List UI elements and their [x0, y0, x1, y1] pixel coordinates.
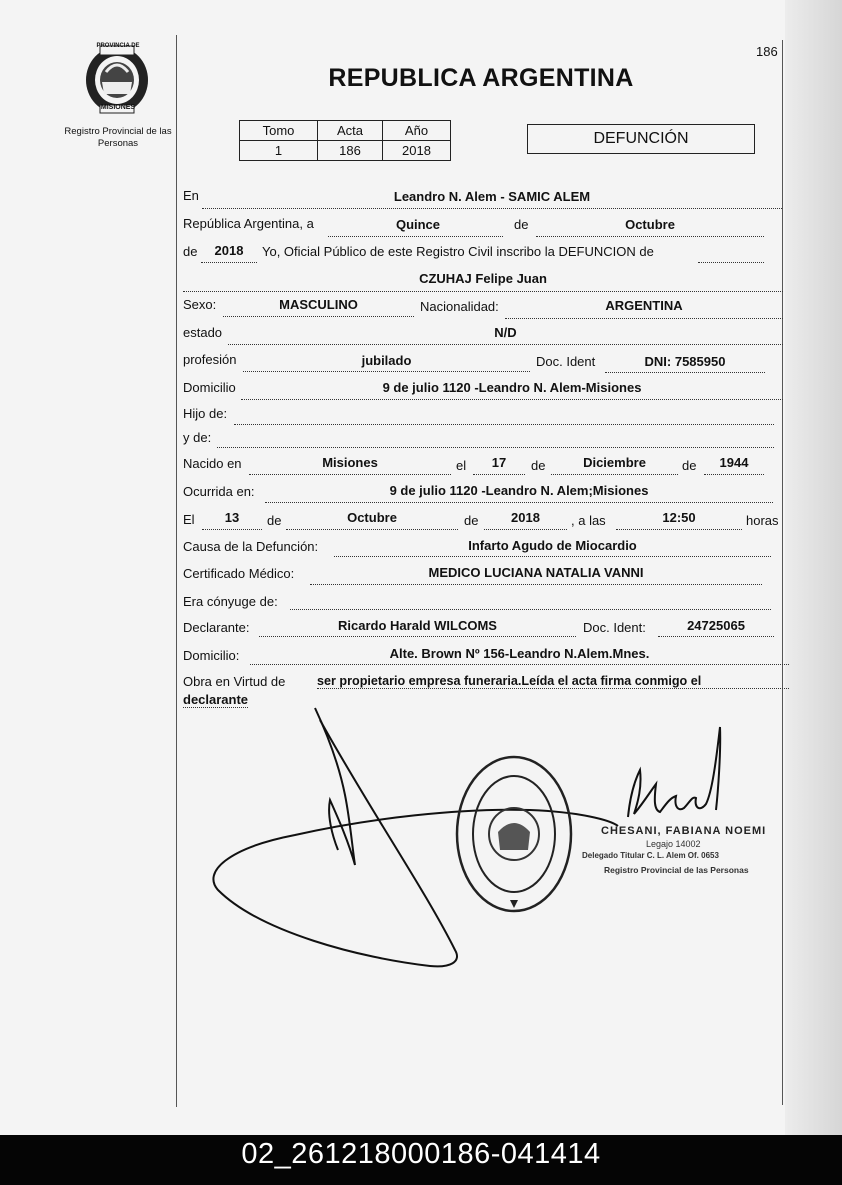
- field-nacido-en: Misiones: [322, 455, 378, 470]
- table-header-acta: Acta: [318, 121, 383, 141]
- registry-label: Registro Provincial de las Personas: [64, 126, 172, 149]
- dotted-line: [551, 474, 678, 475]
- dotted-line: [310, 584, 762, 585]
- dotted-line: [616, 529, 742, 530]
- label-oficial: Yo, Oficial Público de este Registro Civil inscribo la DEFUNCION de: [262, 244, 654, 259]
- field-doc-ident: DNI: 7585950: [644, 354, 726, 369]
- field-estado: N/D: [494, 325, 517, 340]
- page-edge-shadow: [785, 0, 842, 1135]
- label-horas: horas: [746, 513, 779, 528]
- label-y-de: y de:: [183, 430, 212, 445]
- dotted-line: [698, 262, 764, 263]
- dotted-line: [536, 236, 764, 237]
- table-value-anio: 2018: [383, 141, 451, 161]
- left-margin-rule: [176, 35, 177, 1107]
- page-number: 186: [756, 44, 778, 59]
- dotted-line: [223, 316, 414, 317]
- dotted-line: [217, 447, 774, 448]
- label-el: el: [456, 458, 467, 473]
- label-el2: El: [183, 512, 195, 527]
- dotted-line: [505, 318, 783, 319]
- dotted-line: [286, 529, 458, 530]
- field-causa: Infarto Agudo de Miocardio: [468, 538, 637, 553]
- label-nacionalidad: Nacionalidad:: [420, 299, 499, 314]
- label-hijo-de: Hijo de:: [183, 406, 228, 421]
- dotted-line: [334, 556, 771, 557]
- dotted-line: [259, 636, 576, 637]
- dotted-line: [473, 474, 525, 475]
- label-de-b1: de: [531, 458, 546, 473]
- official-legajo: Legajo 14002: [646, 839, 701, 849]
- field-anio: 2018: [214, 243, 244, 258]
- field-def-dia: 13: [224, 510, 240, 525]
- dotted-line: [202, 529, 262, 530]
- field-hora: 12:50: [662, 510, 696, 525]
- record-table: [239, 120, 451, 161]
- right-margin-rule: [782, 40, 783, 1105]
- dotted-line: [484, 529, 567, 530]
- dotted-line: [605, 372, 765, 373]
- label-ocurrida-en: Ocurrida en:: [183, 484, 255, 499]
- dotted-line: [183, 291, 783, 292]
- label-doc-ident: Doc. Ident: [536, 354, 596, 369]
- field-nacionalidad: ARGENTINA: [605, 298, 683, 313]
- official-registro: Registro Provincial de las Personas: [604, 865, 749, 875]
- dotted-line: [234, 424, 774, 425]
- field-sexo: MASCULINO: [279, 297, 358, 312]
- dotted-line: [328, 236, 503, 237]
- label-declarante: Declarante:: [183, 620, 250, 635]
- label-nacido-en: Nacido en: [183, 456, 242, 471]
- label-conyuge: Era cónyuge de:: [183, 594, 278, 609]
- dotted-line: [265, 502, 773, 503]
- field-ocurrida-en: 9 de julio 1120 -Leandro N. Alem;Misiones: [389, 483, 649, 498]
- field-obra-line2: declarante: [183, 692, 249, 707]
- field-declarante-domicilio: Alte. Brown Nº 156-Leandro N.Alem.Mnes.: [389, 646, 650, 661]
- field-nac-dia: 17: [491, 455, 507, 470]
- official-name: CHESANI, FABIANA NOEMI: [601, 825, 767, 837]
- dotted-line: [249, 474, 451, 475]
- table-header-anio: Año: [383, 121, 451, 141]
- label-causa: Causa de la Defunción:: [183, 539, 319, 554]
- field-obra-line1: ser propietario empresa funeraria.Leída el acta firma conmigo el: [317, 674, 789, 689]
- label-obra: Obra en Virtud de: [183, 674, 286, 689]
- field-def-anio: 2018: [511, 510, 540, 525]
- dotted-line: [243, 371, 530, 372]
- field-fallecido: CZUHAJ Felipe Juan: [419, 271, 547, 286]
- official-delegado: Delegado Titular C. L. Alem Of. 0653: [582, 851, 719, 860]
- seal-text-bottom: MISIONES: [100, 104, 136, 111]
- footer-code: 02_261218000186-041414: [241, 1138, 601, 1170]
- field-nac-mes: Diciembre: [583, 455, 646, 470]
- label-de2: de: [183, 244, 198, 259]
- table-header-tomo: Tomo: [240, 121, 318, 141]
- label-de-d1: de: [267, 513, 282, 528]
- label-a-las: , a las: [571, 513, 606, 528]
- label-de: de: [514, 217, 529, 232]
- dotted-line: [202, 208, 782, 209]
- dotted-line: [704, 474, 764, 475]
- label-certificado: Certificado Médico:: [183, 566, 295, 581]
- label-domicilio2: Domicilio:: [183, 648, 240, 663]
- label-domicilio: Domicilio: [183, 380, 236, 395]
- field-profesion: jubilado: [361, 353, 412, 368]
- field-nac-anio: 1944: [719, 455, 749, 470]
- document-type-box: DEFUNCIÓN: [527, 124, 755, 154]
- dotted-line: [201, 262, 257, 263]
- label-en: En: [183, 188, 199, 203]
- field-mes: Octubre: [625, 217, 675, 232]
- page-title: REPUBLICA ARGENTINA: [328, 64, 634, 92]
- label-doc-ident2: Doc. Ident:: [583, 620, 646, 635]
- dotted-line: [658, 636, 774, 637]
- official-stamp: [452, 752, 576, 916]
- field-certificado: MEDICO LUCIANA NATALIA VANNI: [428, 565, 644, 580]
- field-def-mes: Octubre: [347, 510, 397, 525]
- label-republica: República Argentina, a: [183, 216, 314, 231]
- official-signature: [620, 712, 740, 832]
- label-de-d2: de: [464, 513, 479, 528]
- seal-text-top: PROVINCIA DE: [96, 43, 140, 49]
- field-dia: Quince: [395, 217, 441, 232]
- label-de-b2: de: [682, 458, 697, 473]
- table-value-tomo: 1: [240, 141, 318, 161]
- field-lugar: Leandro N. Alem - SAMIC ALEM: [393, 189, 591, 204]
- dotted-line: [250, 664, 789, 665]
- table-value-acta: 186: [318, 141, 383, 161]
- label-profesion: profesión: [183, 352, 237, 367]
- dotted-line: [241, 399, 783, 400]
- label-estado: estado: [183, 325, 223, 340]
- field-declarante: Ricardo Harald WILCOMS: [338, 618, 497, 633]
- dotted-line: [290, 609, 771, 610]
- field-declarante-doc: 24725065: [687, 618, 745, 633]
- dotted-line: [228, 344, 783, 345]
- label-sexo: Sexo:: [183, 297, 217, 312]
- field-domicilio: 9 de julio 1120 -Leandro N. Alem-Misiones: [382, 380, 642, 395]
